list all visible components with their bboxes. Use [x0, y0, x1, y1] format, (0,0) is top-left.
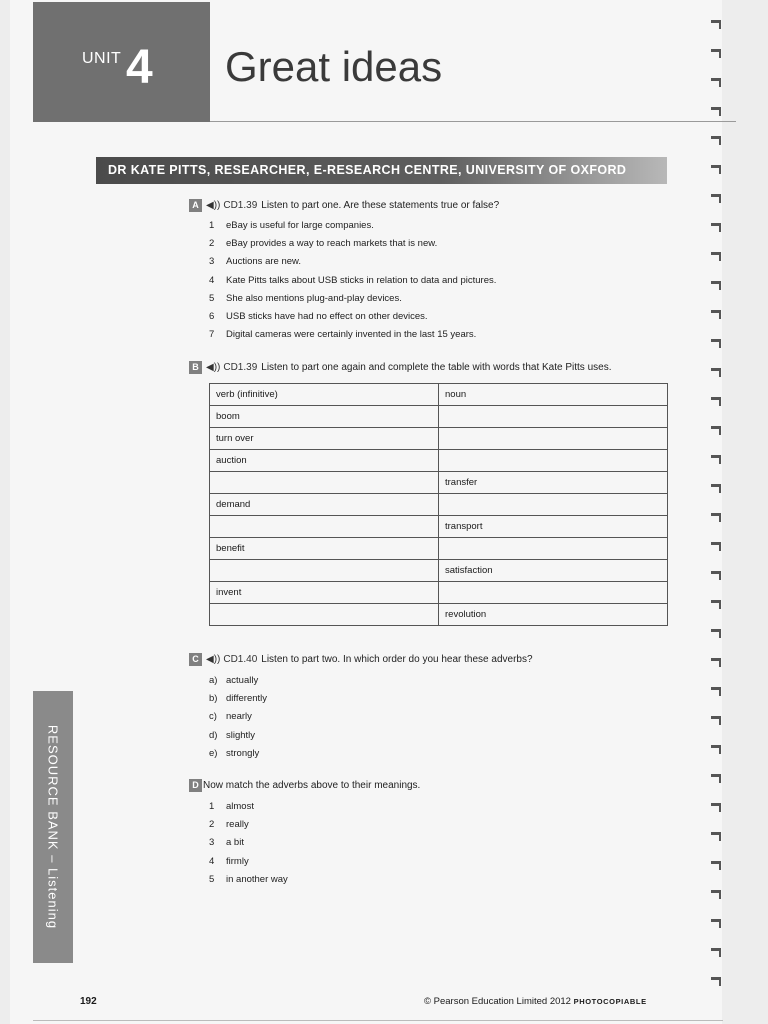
photocopiable-label: PHOTOCOPIABLE: [573, 997, 647, 1006]
binding-mark: [711, 165, 721, 168]
speaker-banner: DR KATE PITTS, RESEARCHER, E-RESEARCH CENTRE, UNIVERSITY OF OXFORD: [96, 157, 667, 184]
audio-icon: ◀)): [206, 362, 221, 373]
binding-mark: [711, 310, 721, 313]
binding-mark: [711, 861, 721, 864]
copyright-text: © Pearson Education Limited 2012: [424, 996, 571, 1007]
binding-mark: [711, 397, 721, 400]
section-a-letter: A: [189, 199, 202, 212]
section-b-instruction: Listen to part one again and complete the table with words that Kate Pitts uses.: [261, 362, 612, 373]
table-header-row: [210, 384, 668, 406]
binding-mark: [711, 252, 721, 255]
side-tab-label: RESOURCE BANK – Listening: [45, 724, 61, 930]
table-cell[interactable]: [439, 494, 668, 516]
table-cell[interactable]: [210, 604, 439, 626]
binding-mark: [711, 426, 721, 429]
section-c-heading: [189, 653, 533, 666]
binding-mark: [711, 745, 721, 748]
binding-mark: [711, 78, 721, 81]
cd-track: CD1.39: [223, 200, 258, 211]
binding-mark: [711, 542, 721, 545]
list-item: 5 She also mentions plug-and-play devices.: [209, 292, 402, 304]
list-item: 1 eBay is useful for large companies.: [209, 220, 374, 231]
table-row: [210, 604, 668, 626]
table-cell[interactable]: [210, 560, 439, 582]
binding-mark: [711, 455, 721, 458]
binding-mark: [711, 20, 721, 23]
binding-mark: [711, 658, 721, 661]
list-item: 4 firmly: [209, 855, 249, 867]
footer-rule: [33, 1020, 723, 1021]
table-cell[interactable]: transport: [439, 516, 668, 538]
table-row: [210, 472, 668, 494]
binding-mark: [711, 600, 721, 603]
section-c-list: [209, 672, 267, 763]
audio-icon: ◀)): [206, 654, 221, 665]
unit-number: 4: [126, 41, 153, 94]
column-header: noun: [439, 384, 668, 406]
table-cell[interactable]: [210, 472, 439, 494]
table-row: [210, 516, 668, 538]
table-row: [210, 406, 668, 428]
binding-mark: [711, 223, 721, 226]
list-item: d) slightly: [209, 729, 256, 741]
binding-mark: [711, 281, 721, 284]
cd-track: CD1.39: [223, 362, 258, 373]
binding-mark: [711, 948, 721, 951]
binding-mark: [711, 107, 721, 110]
list-item: c) nearly: [209, 711, 252, 723]
section-d-letter: D: [189, 779, 202, 792]
binding-mark: [711, 687, 721, 690]
binding-mark: [711, 49, 721, 52]
section-a-instruction: Listen to part one. Are these statements true or false?: [261, 200, 500, 211]
binding-mark: [711, 136, 721, 139]
table-cell[interactable]: benefit: [210, 538, 439, 560]
section-b-heading: [189, 361, 611, 374]
table-cell[interactable]: boom: [210, 406, 439, 428]
binding-mark: [711, 919, 721, 922]
table-row: [210, 538, 668, 560]
list-item: e) strongly: [209, 747, 260, 759]
unit-label: UNIT: [82, 50, 122, 67]
table-cell[interactable]: transfer: [439, 472, 668, 494]
page-number: 192: [80, 996, 97, 1007]
list-item: b) differently: [209, 693, 268, 705]
header-rule: [210, 121, 736, 122]
section-d-heading: [189, 779, 420, 792]
section-c-instruction: Listen to part two. In which order do you hear these adverbs?: [261, 654, 533, 665]
table-row: [210, 450, 668, 472]
binding-mark: [711, 368, 721, 371]
list-item: 3 Auctions are new.: [209, 256, 301, 268]
column-header: verb (infinitive): [210, 384, 439, 406]
table-cell[interactable]: [210, 516, 439, 538]
list-item: 1 almost: [209, 801, 254, 812]
table-row: [210, 560, 668, 582]
binding-mark: [711, 803, 721, 806]
binding-mark: [711, 774, 721, 777]
section-c-letter: C: [189, 653, 202, 666]
binding-mark: [711, 832, 721, 835]
binding-mark: [711, 571, 721, 574]
table-cell[interactable]: [439, 582, 668, 604]
list-item: 3 a bit: [209, 837, 244, 849]
list-item: 2 really: [209, 819, 249, 831]
table-cell[interactable]: [439, 428, 668, 450]
list-item: 5 in another way: [209, 873, 288, 885]
table-cell[interactable]: turn over: [210, 428, 439, 450]
cd-track: CD1.40: [223, 654, 258, 665]
table-row: [210, 428, 668, 450]
section-d-instruction: Now match the adverbs above to their meanings.: [203, 780, 421, 791]
table-cell[interactable]: invent: [210, 582, 439, 604]
section-b-letter: B: [189, 361, 202, 374]
list-item: 4 Kate Pitts talks about USB sticks in relation to data and pictures.: [209, 274, 497, 286]
word-table: [209, 383, 668, 626]
audio-icon: ◀)): [206, 200, 221, 211]
table-row: [210, 582, 668, 604]
table-cell[interactable]: [439, 538, 668, 560]
unit-block: [33, 2, 210, 122]
table-cell[interactable]: auction: [210, 450, 439, 472]
table-cell[interactable]: satisfaction: [439, 560, 668, 582]
section-d-list: [209, 798, 288, 889]
list-item: a) actually: [209, 675, 259, 686]
page-title: Great ideas: [225, 43, 443, 90]
table-cell[interactable]: [439, 450, 668, 472]
binding-mark: [711, 716, 721, 719]
binding-mark: [711, 194, 721, 197]
binding-mark: [711, 890, 721, 893]
table-cell[interactable]: demand: [210, 494, 439, 516]
copyright: [424, 996, 647, 1007]
section-a-heading: [189, 199, 499, 212]
table-row: [210, 494, 668, 516]
section-a-list: [209, 217, 496, 344]
table-cell[interactable]: [439, 406, 668, 428]
binding-mark: [711, 513, 721, 516]
list-item: 2 eBay provides a way to reach markets that is new.: [209, 238, 438, 250]
binding-mark: [711, 977, 721, 980]
list-item: 6 USB sticks have had no effect on other devices.: [209, 310, 428, 322]
list-item: 7 Digital cameras were certainly invented in the last 15 years.: [209, 329, 477, 341]
binding-mark: [711, 484, 721, 487]
binding-mark: [711, 339, 721, 342]
binding-mark: [711, 629, 721, 632]
table-cell[interactable]: revolution: [439, 604, 668, 626]
